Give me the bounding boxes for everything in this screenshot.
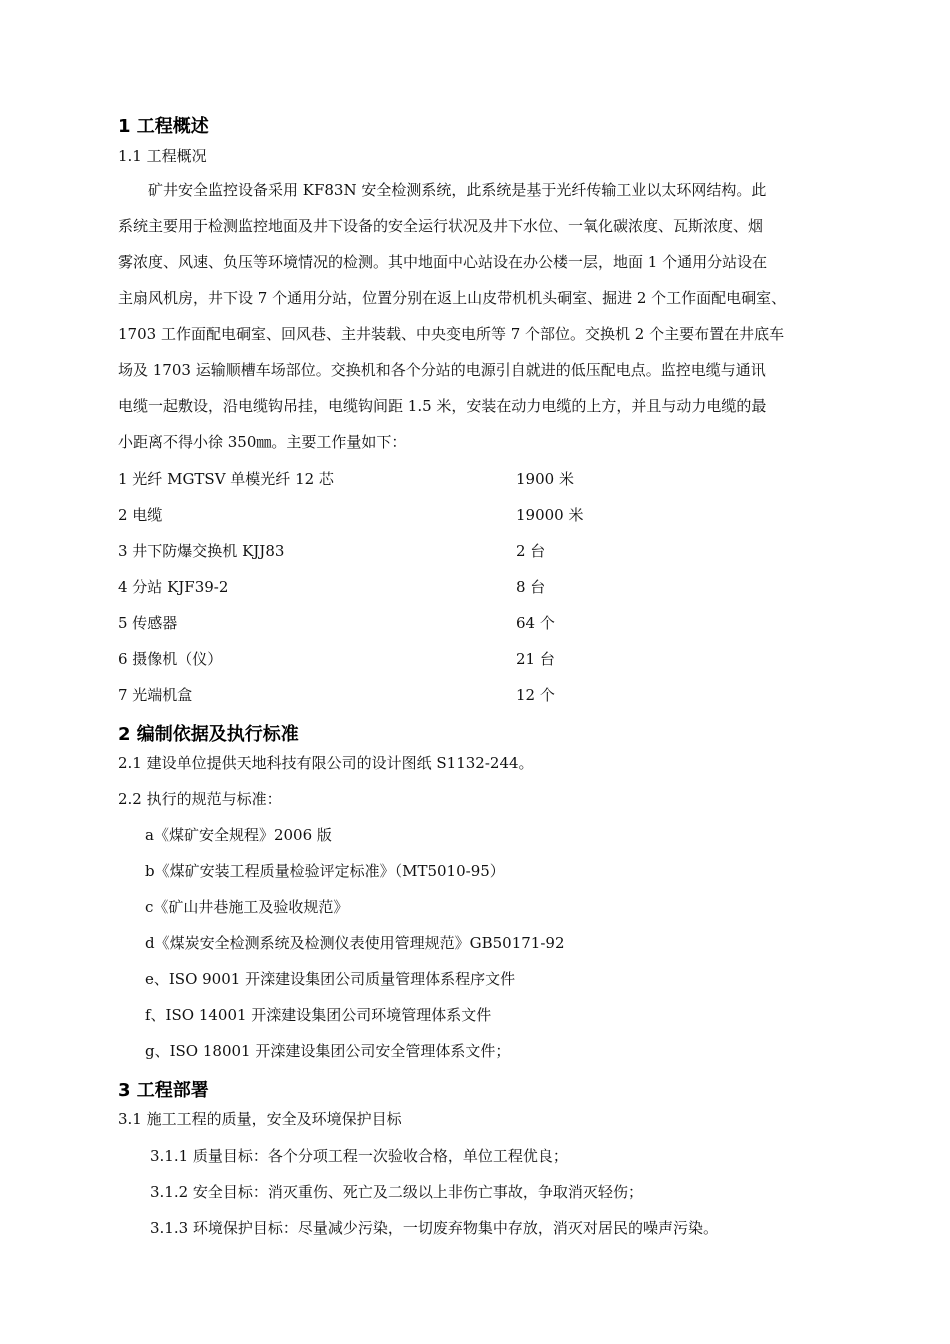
paragraph-line: 场及 1703 运输顺槽车场部位。交换机和各个分站的电源引自就进的低压配电点。监控电缆与通讯 — [118, 361, 766, 379]
standard-item: c《矿山井巷施工及验收规范》 — [145, 898, 349, 916]
workload-item-qty: 64 个 — [516, 614, 555, 632]
workload-item-qty: 19000 米 — [516, 506, 584, 524]
workload-row — [118, 648, 818, 670]
section-1-heading: 1 工程概述 — [118, 116, 209, 137]
item-3-1: 3.1 施工工程的质量，安全及环境保护目标 — [118, 1110, 402, 1128]
standard-item: a《煤矿安全规程》2006 版 — [145, 826, 332, 844]
workload-row — [118, 684, 818, 706]
subsection-1-1-title: 1.1 工程概况 — [118, 147, 207, 165]
workload-item-qty: 21 台 — [516, 650, 555, 668]
workload-item-qty: 2 台 — [516, 542, 546, 560]
section-2-heading: 2 编制依据及执行标准 — [118, 724, 299, 745]
standard-item: g、ISO 18001 开滦建设集团公司安全管理体系文件； — [145, 1042, 511, 1060]
item-2-1: 2.1 建设单位提供天地科技有限公司的设计图纸 S1132-244。 — [118, 754, 534, 772]
workload-item-name: 7 光端机盒 — [118, 686, 193, 704]
paragraph-line: 雾浓度、风速、负压等环境情况的检测。其中地面中心站设在办公楼一层，地面 1 个通用分站设在 — [118, 253, 768, 271]
workload-item-name: 2 电缆 — [118, 506, 163, 524]
workload-item-name: 3 井下防爆交换机 KJJ83 — [118, 542, 285, 560]
workload-row — [118, 612, 818, 634]
goal-item: 3.1.1 质量目标：各个分项工程一次验收合格，单位工程优良； — [150, 1147, 568, 1165]
workload-item-name: 4 分站 KJF39-2 — [118, 578, 229, 596]
standard-item: d《煤炭安全检测系统及检测仪表使用管理规范》GB50171-92 — [145, 934, 565, 952]
workload-item-qty: 8 台 — [516, 578, 546, 596]
standard-item: f、ISO 14001 开滦建设集团公司环境管理体系文件 — [145, 1006, 492, 1024]
overview-paragraph — [118, 172, 838, 460]
goal-item: 3.1.2 安全目标：消灭重伤、死亡及二级以上非伤亡事故，争取消灭轻伤； — [150, 1183, 643, 1201]
workload-item-name: 1 光纤 MGTSV 单模光纤 12 芯 — [118, 470, 334, 488]
item-2-2: 2.2 执行的规范与标准： — [118, 790, 282, 808]
paragraph-line: 1703 工作面配电硐室、回风巷、主井装载、中央变电所等 7 个部位。交换机 2 个主要布置在井底车 — [118, 325, 785, 343]
workload-row — [118, 576, 818, 598]
workload-item-name: 6 摄像机（仪） — [118, 650, 223, 668]
paragraph-line: 系统主要用于检测监控地面及井下设备的安全运行状况及井下水位、一氧化碳浓度、瓦斯浓度、烟 — [118, 217, 764, 235]
workload-item-qty: 12 个 — [516, 686, 555, 704]
workload-row — [118, 540, 818, 562]
section-3-heading: 3 工程部署 — [118, 1080, 209, 1101]
workload-row — [118, 468, 818, 490]
paragraph-line: 小距离不得小徐 350㎜。主要工作量如下： — [118, 433, 407, 451]
workload-item-name: 5 传感器 — [118, 614, 178, 632]
goal-item: 3.1.3 环境保护目标：尽量减少污染，一切废弃物集中存放，消灭对居民的噪声污染。 — [150, 1219, 718, 1237]
standard-item: e、ISO 9001 开滦建设集团公司质量管理体系程序文件 — [145, 970, 516, 988]
workload-row — [118, 504, 818, 526]
workload-item-qty: 1900 米 — [516, 470, 574, 488]
paragraph-line: 主扇风机房，井下设 7 个通用分站，位置分别在返上山皮带机机头硐室、掘进 2 个工作面配电硐室、 — [118, 289, 787, 307]
paragraph-line: 电缆一起敷设，沿电缆钩吊挂，电缆钩间距 1.5 米，安装在动力电缆的上方，并且与动力电缆的最 — [118, 397, 767, 415]
paragraph-line: 矿井安全监控设备采用 KF83N 安全检测系统，此系统是基于光纤传输工业以太环网结构。此 — [148, 181, 767, 199]
standard-item: b《煤矿安装工程质量检验评定标准》（MT5010-95） — [145, 862, 505, 880]
